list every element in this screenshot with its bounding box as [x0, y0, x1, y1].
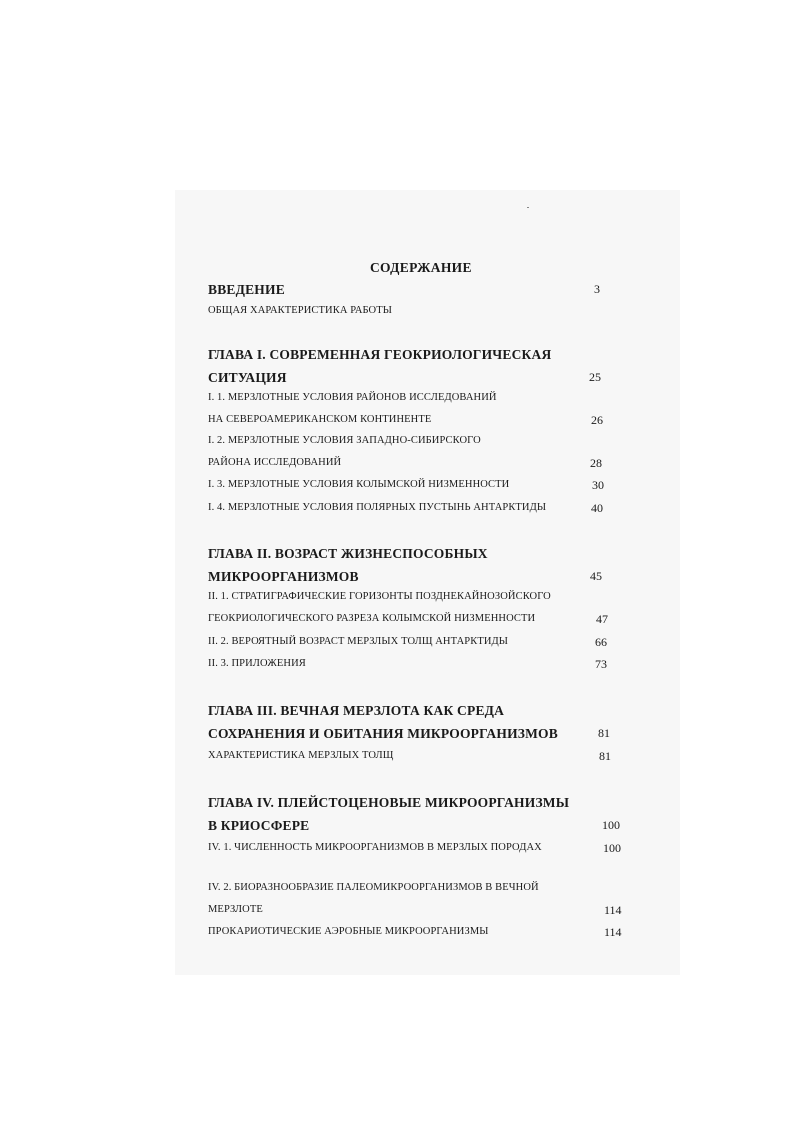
- toc-title: СОДЕРЖАНИЕ: [370, 260, 472, 275]
- ch1-s4: I. 4. МЕРЗЛОТНЫЕ УСЛОВИЯ ПОЛЯРНЫХ ПУСТЫНЬ АНТАРКТИДЫ: [208, 502, 547, 513]
- ch1-s2-line2: РАЙОНА ИССЛЕДОВАНИЙ: [208, 457, 342, 468]
- ch1-s1-line1: I. 1. МЕРЗЛОТНЫЕ УСЛОВИЯ РАЙОНОВ ИССЛЕДОВАНИЙ: [208, 392, 497, 403]
- ch1-s2-line1: I. 2. МЕРЗЛОТНЫЕ УСЛОВИЯ ЗАПАДНО-СИБИРСКОГО: [208, 435, 481, 446]
- ch2-heading-line1: ГЛАВА II. ВОЗРАСТ ЖИЗНЕСПОСОБНЫХ: [208, 546, 488, 561]
- ch2-heading-line2: МИКРООРГАНИЗМОВ: [208, 569, 359, 584]
- ch4-heading-line2: В КРИОСФЕРЕ: [208, 818, 310, 833]
- ch1-s3-page: 30: [592, 478, 604, 492]
- ch4-s3: ПРОКАРИОТИЧЕСКИЕ АЭРОБНЫЕ МИКРООРГАНИЗМЫ: [208, 926, 489, 937]
- scan-speck: [527, 207, 529, 208]
- ch4-s2-page: 114: [604, 903, 622, 917]
- ch3-page: 81: [598, 726, 610, 740]
- ch1-s3: I. 3. МЕРЗЛОТНЫЕ УСЛОВИЯ КОЛЫМСКОЙ НИЗМЕННОСТИ: [208, 479, 510, 490]
- ch3-s1: ХАРАКТЕРИСТИКА МЕРЗЛЫХ ТОЛЩ: [208, 750, 394, 761]
- ch2-s1-page: 47: [596, 612, 608, 626]
- ch2-s3-page: 73: [595, 657, 607, 671]
- intro-sub: ОБЩАЯ ХАРАКТЕРИСТИКА РАБОТЫ: [208, 305, 393, 316]
- ch1-heading-line1: ГЛАВА I. СОВРЕМЕННАЯ ГЕОКРИОЛОГИЧЕСКАЯ: [208, 347, 552, 362]
- ch1-s2-page: 28: [590, 456, 602, 470]
- ch4-heading-line1: ГЛАВА IV. ПЛЕЙСТОЦЕНОВЫЕ МИКРООРГАНИЗМЫ: [208, 795, 570, 810]
- ch3-s1-page: 81: [599, 749, 611, 763]
- ch1-s1-page: 26: [591, 413, 603, 427]
- intro-page: 3: [594, 282, 600, 296]
- ch2-s3: II. 3. ПРИЛОЖЕНИЯ: [208, 658, 306, 669]
- ch4-s1-page: 100: [603, 841, 621, 855]
- ch1-s1-line2: НА СЕВЕРОАМЕРИКАНСКОМ КОНТИНЕНТЕ: [208, 414, 432, 425]
- ch1-s4-page: 40: [591, 501, 603, 515]
- ch3-heading-line2: СОХРАНЕНИЯ И ОБИТАНИЯ МИКРООРГАНИЗМОВ: [208, 726, 558, 741]
- ch1-page: 25: [589, 370, 601, 384]
- intro-heading: ВВЕДЕНИЕ: [208, 282, 285, 297]
- ch2-s1-line1: II. 1. СТРАТИГРАФИЧЕСКИЕ ГОРИЗОНТЫ ПОЗДНЕКАЙНОЗОЙСКОГО: [208, 591, 551, 602]
- ch4-s2-line2: МЕРЗЛОТЕ: [208, 904, 263, 915]
- ch2-s1-line2: ГЕОКРИОЛОГИЧЕСКОГО РАЗРЕЗА КОЛЫМСКОЙ НИЗМЕННОСТИ: [208, 613, 536, 624]
- ch2-page: 45: [590, 569, 602, 583]
- ch2-s2-page: 66: [595, 635, 607, 649]
- ch3-heading-line1: ГЛАВА III. ВЕЧНАЯ МЕРЗЛОТА КАК СРЕДА: [208, 703, 505, 718]
- ch4-s1: IV. 1. ЧИСЛЕННОСТЬ МИКРООРГАНИЗМОВ В МЕРЗЛЫХ ПОРОДАХ: [208, 842, 542, 853]
- ch2-s2: II. 2. ВЕРОЯТНЫЙ ВОЗРАСТ МЕРЗЛЫХ ТОЛЩ АНТАРКТИДЫ: [208, 636, 509, 647]
- ch4-s3-page: 114: [604, 925, 622, 939]
- ch4-page: 100: [602, 818, 620, 832]
- ch4-s2-line1: IV. 2. БИОРАЗНООБРАЗИЕ ПАЛЕОМИКРООРГАНИЗМОВ В ВЕЧНОЙ: [208, 882, 539, 893]
- ch1-heading-line2: СИТУАЦИЯ: [208, 370, 287, 385]
